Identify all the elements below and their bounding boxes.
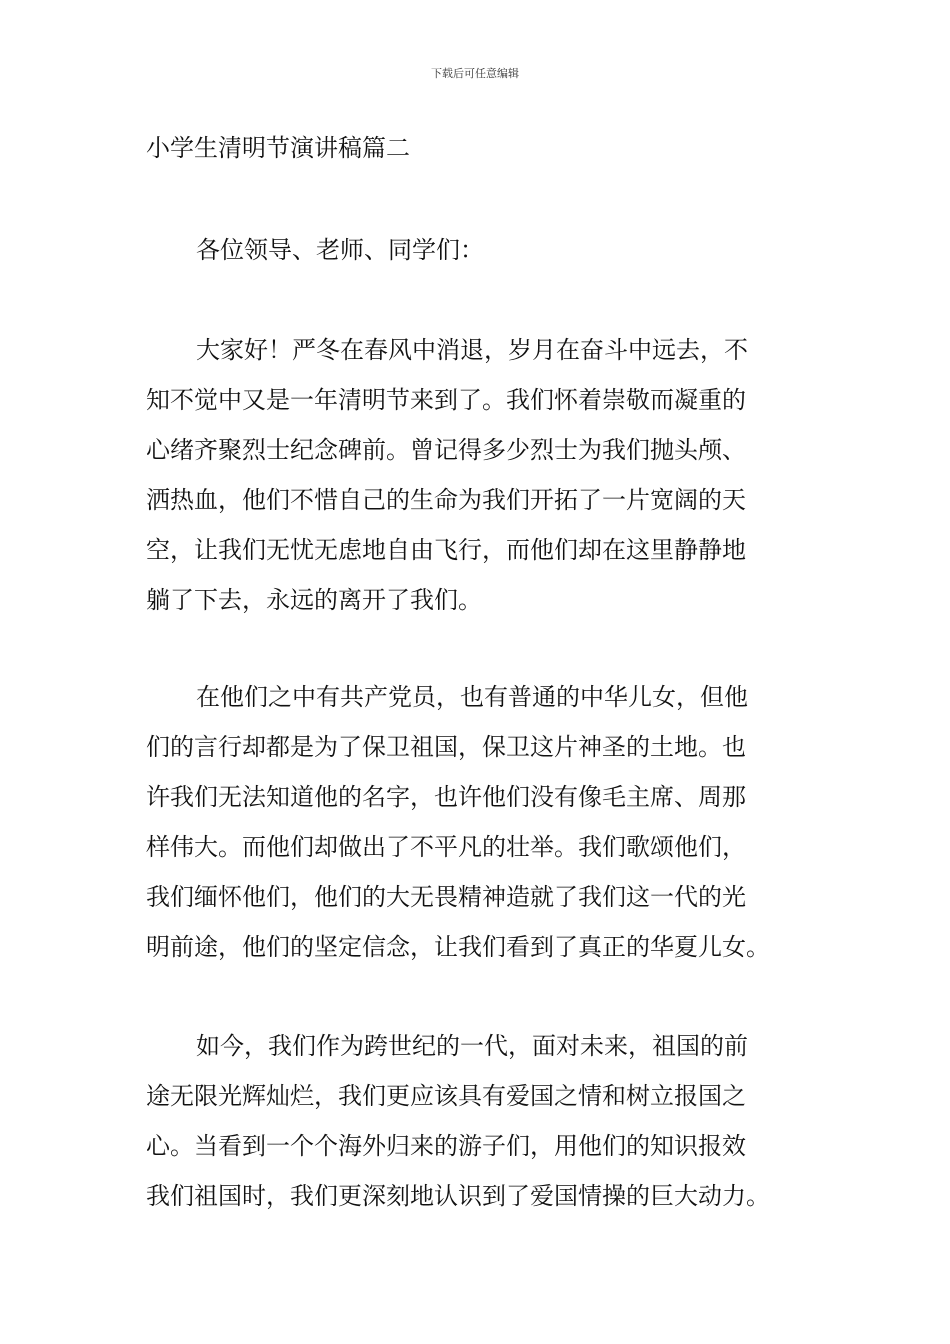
paragraph-line: 样伟大。而他们却做出了不平凡的壮举。我们歌颂他们， xyxy=(146,833,746,861)
header-note: 下载后可任意编辑 xyxy=(431,67,519,80)
body-paragraph-2 xyxy=(146,672,808,972)
paragraph-line: 躺了下去，永远的离开了我们。 xyxy=(146,586,482,614)
paragraph-line: 心。当看到一个个海外归来的游子们，用他们的知识报效 xyxy=(146,1132,746,1160)
paragraph-line: 知不觉中又是一年清明节来到了。我们怀着崇敬而凝重的 xyxy=(146,386,746,414)
body-paragraph-3 xyxy=(146,1021,808,1221)
paragraph-line: 明前途，他们的坚定信念，让我们看到了真正的华夏儿女。 xyxy=(146,933,770,961)
paragraph-line: 大家好！严冬在春风中消退，岁月在奋斗中远去，不 xyxy=(196,336,748,364)
paragraph-line: 我们祖国时，我们更深刻地认识到了爱国情操的巨大动力。 xyxy=(146,1182,770,1210)
document-title: 小学生清明节演讲稿篇二 xyxy=(146,134,410,162)
paragraph-line: 如今，我们作为跨世纪的一代，面对未来，祖国的前 xyxy=(196,1032,748,1060)
paragraph-line: 心绪齐聚烈士纪念碑前。曾记得多少烈士为我们抛头颅、 xyxy=(146,436,746,464)
greeting-line: 各位领导、老师、同学们： xyxy=(196,236,484,264)
paragraph-line: 许我们无法知道他的名字，也许他们没有像毛主席、周那 xyxy=(146,783,746,811)
paragraph-line: 洒热血，他们不惜自己的生命为我们开拓了一片宽阔的天 xyxy=(146,486,746,514)
paragraph-line: 在他们之中有共产党员，也有普通的中华儿女，但他 xyxy=(196,683,748,711)
paragraph-line: 们的言行却都是为了保卫祖国，保卫这片神圣的土地。也 xyxy=(146,733,746,761)
paragraph-line: 途无限光辉灿烂，我们更应该具有爱国之情和树立报国之 xyxy=(146,1082,746,1110)
paragraph-line: 我们缅怀他们，他们的大无畏精神造就了我们这一代的光 xyxy=(146,883,746,911)
body-paragraph-1 xyxy=(146,325,808,625)
paragraph-line: 空，让我们无忧无虑地自由飞行，而他们却在这里静静地 xyxy=(146,536,746,564)
greeting-paragraph xyxy=(146,225,808,275)
